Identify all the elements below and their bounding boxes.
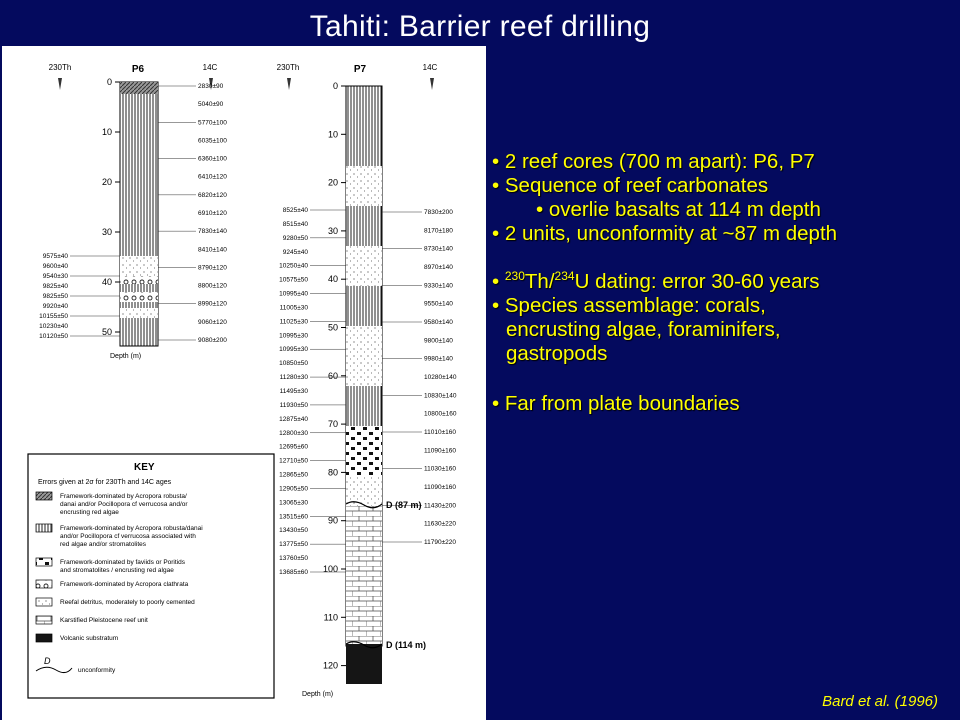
age-label: 8970±140	[424, 264, 453, 271]
depth-tick-label: 100	[322, 564, 338, 574]
key-item-text: and stromatolites / encrusting red algae	[60, 567, 174, 574]
key-swatch	[36, 616, 52, 624]
age-label: 11495±30	[279, 388, 308, 395]
key-title: KEY	[134, 462, 155, 473]
age-label: 12865±50	[279, 471, 308, 479]
age-label: 5770±100	[198, 119, 227, 127]
key-swatch	[36, 492, 52, 500]
age-label: 11630±220	[424, 520, 457, 528]
core-log-drawing	[2, 46, 486, 720]
u-superscript: 234	[554, 269, 575, 283]
dating-text: U dating: error 30-60 years	[574, 270, 820, 293]
p6-depth-label: Depth (m)	[110, 353, 142, 360]
depth-tick-label: 90	[327, 515, 338, 526]
key-swatch	[36, 558, 52, 566]
age-label: 8515±40	[282, 220, 308, 228]
age-label: 8410±140	[198, 246, 227, 254]
th-superscript: 230	[504, 269, 525, 283]
depth-tick-label: 70	[327, 419, 338, 430]
age-label: 12710±50	[279, 457, 308, 465]
key-item-text: Karstified Pleistocene reef unit	[60, 617, 148, 624]
age-label: 9330±140	[424, 282, 453, 290]
age-label: 8990±120	[198, 300, 227, 308]
key-d-symbol: D	[44, 656, 51, 666]
age-label: 2830±90	[198, 83, 224, 90]
age-label: 8790±120	[198, 264, 227, 272]
p6-c-header: 14C	[202, 63, 218, 72]
key-swatch	[36, 598, 52, 606]
age-label: 7830±200	[424, 209, 453, 216]
key-item-text: Volcanic substratum	[60, 635, 119, 642]
depth-tick-label: 30	[327, 225, 338, 236]
age-label: 12800±30	[279, 429, 308, 437]
age-label: 11010±160	[424, 429, 457, 436]
age-label: 13760±50	[279, 555, 308, 563]
key-item-text: Reefal detritus, moderately to poorly cemented	[60, 599, 195, 606]
key-errors-line: Errors given at 2σ for 230Th and 14C ages	[38, 479, 172, 486]
bullet-reef-cores: • 2 reef cores (700 m apart): P6, P7	[492, 150, 815, 173]
depth-tick-label: 60	[327, 370, 338, 381]
depth-tick-label: 10	[327, 129, 338, 140]
age-label: 10995±30	[279, 332, 308, 340]
depth-tick-label: 120	[322, 660, 338, 671]
key-item-text: Framework-dominated by faviids or Poritids	[60, 559, 185, 566]
key-swatch	[36, 580, 52, 588]
depth-tick-label: 20	[101, 177, 112, 187]
age-label: 10575±50	[279, 276, 308, 284]
age-label: 9825±50	[42, 293, 68, 300]
age-label: 9540±30	[42, 273, 68, 280]
depth-tick-label: 40	[101, 277, 112, 287]
key-item-text: Framework-dominated by Acropora clathrata	[60, 581, 189, 588]
age-label: 6035±100	[198, 137, 227, 145]
p7-th-arrow	[287, 78, 291, 90]
key-item-text: unconformity	[78, 667, 116, 674]
depth-tick-label: 30	[101, 227, 112, 237]
bullet-species-cont1: encrusting algae, foraminifers,	[506, 318, 781, 341]
age-label: 6820±120	[198, 191, 227, 199]
bullet-sequence: • Sequence of reef carbonates	[492, 174, 769, 197]
age-label: 13065±30	[279, 499, 308, 507]
age-label: 10155±50	[39, 313, 68, 320]
age-label: 9080±200	[198, 337, 227, 344]
age-label: 5040±90	[198, 101, 224, 109]
age-label: 9280±50	[282, 234, 308, 242]
p7-c-header: 14C	[422, 63, 438, 72]
age-label: 10850±50	[279, 360, 308, 368]
age-label: 10250±40	[279, 262, 308, 270]
depth-tick-label: 50	[101, 327, 112, 337]
core-log-figure	[2, 46, 486, 720]
slide-title: Tahiti: Barrier reef drilling	[309, 10, 651, 43]
key-item-text: Framework-dominated by Acropora robusta/	[60, 493, 187, 500]
age-label: 10800±160	[424, 410, 457, 418]
age-label: 9550±140	[424, 300, 453, 308]
bullet-dating	[492, 270, 952, 294]
age-label: 11280±30	[279, 374, 308, 382]
key-box	[28, 454, 274, 698]
key-item-text: and/or Pocillopora cf verrucosa associated with	[60, 533, 196, 540]
age-label: 10830±140	[424, 392, 457, 400]
citation: Bard et al. (1996)	[822, 693, 938, 710]
key-item-text: red algae and/or stromatolites	[60, 541, 146, 548]
age-label: 6910±120	[198, 210, 227, 217]
age-label: 10230±40	[39, 323, 68, 330]
age-label: 8170±180	[424, 227, 453, 235]
d114-label: D (114 m)	[386, 640, 427, 650]
age-label: 6360±100	[198, 155, 227, 163]
bullet-overlie-basalts: • overlie basalts at 114 m depth	[536, 198, 821, 221]
key-item-text: danai and/or Pocillopora cf verrucosa and/or	[60, 501, 188, 508]
age-label: 9800±140	[424, 337, 453, 345]
key-item-text: Framework-dominated by Acropora robusta/danai	[60, 525, 203, 532]
dating-prefix: •	[492, 270, 505, 293]
depth-tick-label: 80	[327, 467, 338, 478]
age-label: 8800±120	[198, 282, 227, 290]
age-label: 10120±50	[39, 333, 68, 340]
bullet-list	[492, 150, 952, 416]
age-label: 13430±50	[279, 527, 308, 535]
age-label: 11025±30	[279, 318, 308, 326]
depth-tick-label: 20	[327, 177, 338, 188]
p6-th-arrow	[58, 78, 62, 90]
th-label: Th/	[524, 270, 555, 293]
age-label: 11005±30	[279, 304, 308, 312]
key-item-text: encrusting red algae	[60, 509, 119, 516]
depth-tick-label: 0	[106, 77, 112, 87]
key-swatch	[36, 634, 52, 642]
age-label: 11090±160	[424, 484, 457, 491]
p7-core-column	[346, 86, 382, 684]
age-label: 12875±40	[279, 415, 308, 423]
age-label: 12905±50	[279, 485, 308, 493]
bullet-units: • 2 units, unconformity at ~87 m depth	[492, 222, 838, 245]
depth-tick-label: 10	[101, 127, 112, 137]
depth-tick-label: 50	[327, 322, 338, 333]
age-label: 13515±60	[279, 513, 308, 521]
p6-c14-ages	[158, 83, 227, 344]
depth-tick-label: 40	[327, 274, 338, 285]
p7-c-arrow	[430, 78, 434, 90]
age-label: 9060±120	[198, 318, 227, 326]
age-label: 8525±40	[282, 207, 308, 214]
key-swatch	[36, 524, 52, 532]
age-label: 9575±40	[42, 253, 68, 260]
age-label: 9580±140	[424, 319, 453, 326]
age-label: 9600±40	[42, 263, 68, 270]
age-label: 11090±160	[424, 447, 457, 455]
age-label: 9825±40	[42, 283, 68, 290]
p6-th-header: 230Th	[48, 63, 72, 72]
age-label: 11430±200	[424, 502, 457, 510]
age-label: 12695±60	[279, 443, 308, 451]
bullet-species-cont2: gastropods	[506, 342, 608, 365]
age-label: 9245±40	[282, 248, 308, 256]
p7-th-header: 230Th	[276, 63, 300, 72]
depth-tick-label: 0	[332, 81, 338, 91]
p7-header: P7	[353, 64, 367, 75]
p7-c14-ages	[382, 209, 457, 546]
age-label: 11030±160	[424, 465, 457, 473]
p6-depth-axis	[102, 77, 120, 337]
age-label: 9980±140	[424, 355, 453, 363]
age-label: 13685±60	[279, 569, 308, 576]
age-label: 13775±50	[279, 541, 308, 549]
bullet-species: • Species assemblage: corals,	[492, 294, 766, 317]
age-label: 10995±30	[279, 346, 308, 354]
bullet-plate-boundaries: • Far from plate boundaries	[492, 392, 740, 415]
p6-header: P6	[131, 64, 145, 75]
age-label: 9920±40	[42, 303, 68, 310]
p6-core-column	[120, 82, 158, 346]
age-label: 10995±40	[279, 290, 308, 298]
age-label: 10280±140	[424, 374, 457, 381]
age-label: 6410±120	[198, 173, 227, 181]
age-label: 8730±140	[424, 245, 453, 253]
age-label: 11930±50	[279, 401, 308, 409]
depth-tick-label: 110	[323, 612, 338, 623]
p7-depth-label: Depth (m)	[302, 691, 334, 698]
age-label: 11790±220	[424, 539, 457, 546]
age-label: 7830±140	[198, 228, 227, 236]
d87-label: D (87 m)	[386, 500, 422, 510]
p7-depth-axis	[323, 81, 346, 671]
